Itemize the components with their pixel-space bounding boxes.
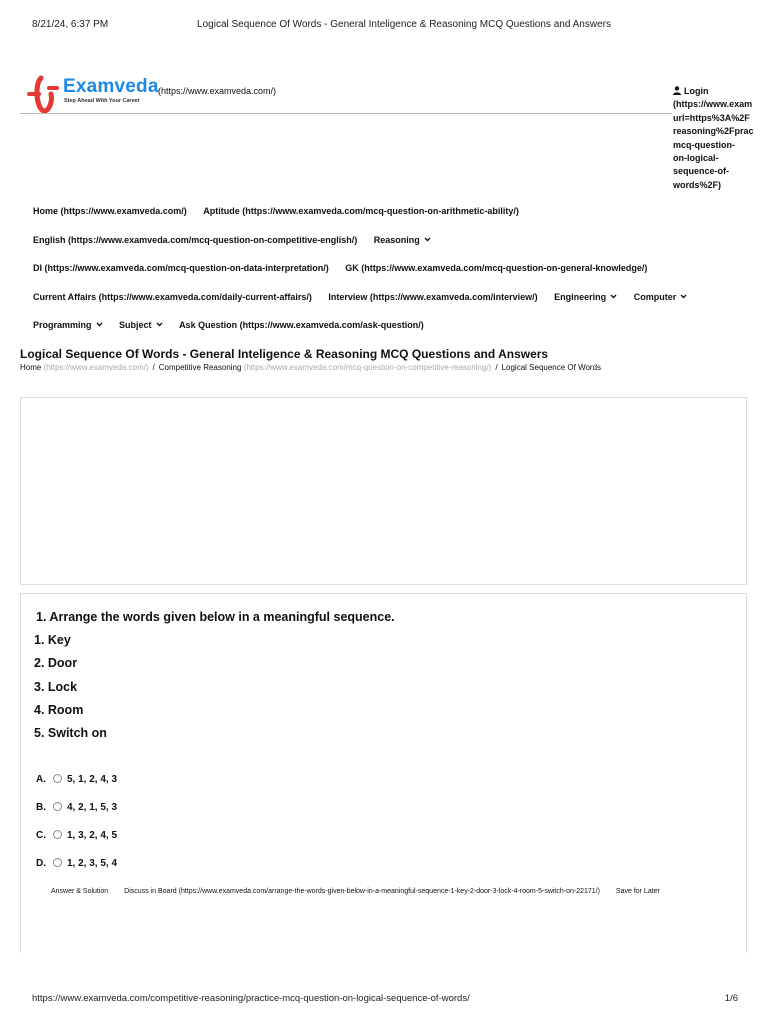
question-line: 5. Switch on <box>34 726 107 740</box>
chevron-down-icon <box>96 322 103 327</box>
nav-gk[interactable]: GK (https://www.examveda.com/mcq-question-on-general-knowledge/) <box>345 263 648 273</box>
nav-row-3 <box>33 263 661 273</box>
logo-tagline: Step Ahead With Your Career <box>64 98 140 104</box>
nav-engineering[interactable]: Engineering <box>554 292 617 302</box>
question-line: 1. Key <box>34 633 71 647</box>
print-footer-url: https://www.examveda.com/competitive-reasoning/practice-mcq-question-on-logical-sequence-of-words/ <box>32 993 470 1004</box>
breadcrumb-current: Logical Sequence Of Words <box>501 363 602 372</box>
question-title: 1. Arrange the words given below in a meaningful sequence. <box>36 610 395 624</box>
option-d[interactable]: D. 1, 2, 3, 5, 4 <box>36 858 118 869</box>
breadcrumb-section[interactable]: Competitive Reasoning (https://www.examveda.com/mcq-question-on-competitive-reasoning/) <box>158 363 492 372</box>
nav-english[interactable]: English (https://www.examveda.com/mcq-question-on-competitive-english/) <box>33 235 358 245</box>
nav-computer[interactable]: Computer <box>634 292 688 302</box>
radio-button[interactable] <box>53 774 62 783</box>
nav-reasoning[interactable]: Reasoning <box>374 235 431 245</box>
radio-button[interactable] <box>53 830 62 839</box>
examveda-logo[interactable] <box>27 74 162 114</box>
nav-current-affairs[interactable]: Current Affairs (https://www.examveda.com/daily-current-affairs/) <box>33 292 312 302</box>
nav-row-2 <box>33 235 445 245</box>
page-title: Logical Sequence Of Words - General Inteligence & Reasoning MCQ Questions and Answers <box>20 347 549 361</box>
chevron-down-icon <box>680 294 687 299</box>
nav-row-1 <box>33 206 533 216</box>
login-label: Login <box>684 86 709 96</box>
question-line: 4. Room <box>34 703 84 717</box>
nav-programming[interactable]: Programming <box>33 320 103 330</box>
radio-button[interactable] <box>53 802 62 811</box>
radio-button[interactable] <box>53 858 62 867</box>
nav-row-4 <box>33 292 701 302</box>
print-page-number: 1/6 <box>724 993 738 1004</box>
nav-di[interactable]: DI (https://www.examveda.com/mcq-question-on-data-interpretation/) <box>33 263 329 273</box>
option-a[interactable]: A. 5, 1, 2, 4, 3 <box>36 774 118 785</box>
answer-solution-button[interactable]: Answer & Solution <box>51 888 109 895</box>
nav-interview[interactable]: Interview (https://www.examveda.com/interview/) <box>328 292 538 302</box>
logo-mark-icon <box>27 74 61 114</box>
option-b[interactable]: B. 4, 2, 1, 5, 3 <box>36 802 118 813</box>
option-c[interactable]: C. 1, 3, 2, 4, 5 <box>36 830 118 841</box>
question-line: 3. Lock <box>34 680 78 694</box>
breadcrumb-home[interactable]: Home (https://www.examveda.com/) <box>20 363 149 372</box>
nav-ask-question[interactable]: Ask Question (https://www.examveda.com/ask-question/) <box>179 320 424 330</box>
nav-row-5 <box>33 320 438 330</box>
header-divider <box>20 113 672 114</box>
chevron-down-icon <box>610 294 617 299</box>
logo-url[interactable]: (https://www.examveda.com/) <box>158 86 277 96</box>
chevron-down-icon <box>424 237 431 242</box>
print-datetime: 8/21/24, 6:37 PM <box>32 19 109 30</box>
print-header <box>32 19 736 33</box>
breadcrumb: Home (https://www.examveda.com/) / Competitive Reasoning (https://www.examveda.com/mcq-question-on-competitive-reasoning/) / Logical Sequence Of Words <box>20 363 602 372</box>
nav-aptitude[interactable]: Aptitude (https://www.examveda.com/mcq-question-on-arithmetic-ability/) <box>203 206 519 216</box>
discuss-link[interactable]: Discuss in Board (https://www.examveda.com/arrange-the-words-given-below-in-a-meaningful-sequence-1-key-2-door-3-lock-4-room-5-switch-on-22171/) <box>124 888 600 895</box>
question-line: 2. Door <box>34 656 78 670</box>
nav-subject[interactable]: Subject <box>119 320 163 330</box>
question-card <box>20 593 747 953</box>
save-for-later-button[interactable]: Save for Later <box>615 888 660 895</box>
ad-placeholder <box>20 397 747 585</box>
print-title: Logical Sequence Of Words - General Inteligence & Reasoning MCQ Questions and Answers <box>197 19 611 30</box>
user-icon <box>673 86 681 95</box>
login-link[interactable] <box>673 85 768 192</box>
chevron-down-icon <box>156 322 163 327</box>
question-actions <box>51 888 674 895</box>
logo-name: Examveda <box>63 76 159 97</box>
login-url: (https://www.exam url=https%3A%2F reasoning%2Fprac mcq-question- on-logical- sequence-of- words%2F) <box>673 99 754 190</box>
nav-home[interactable]: Home (https://www.examveda.com/) <box>33 206 187 216</box>
